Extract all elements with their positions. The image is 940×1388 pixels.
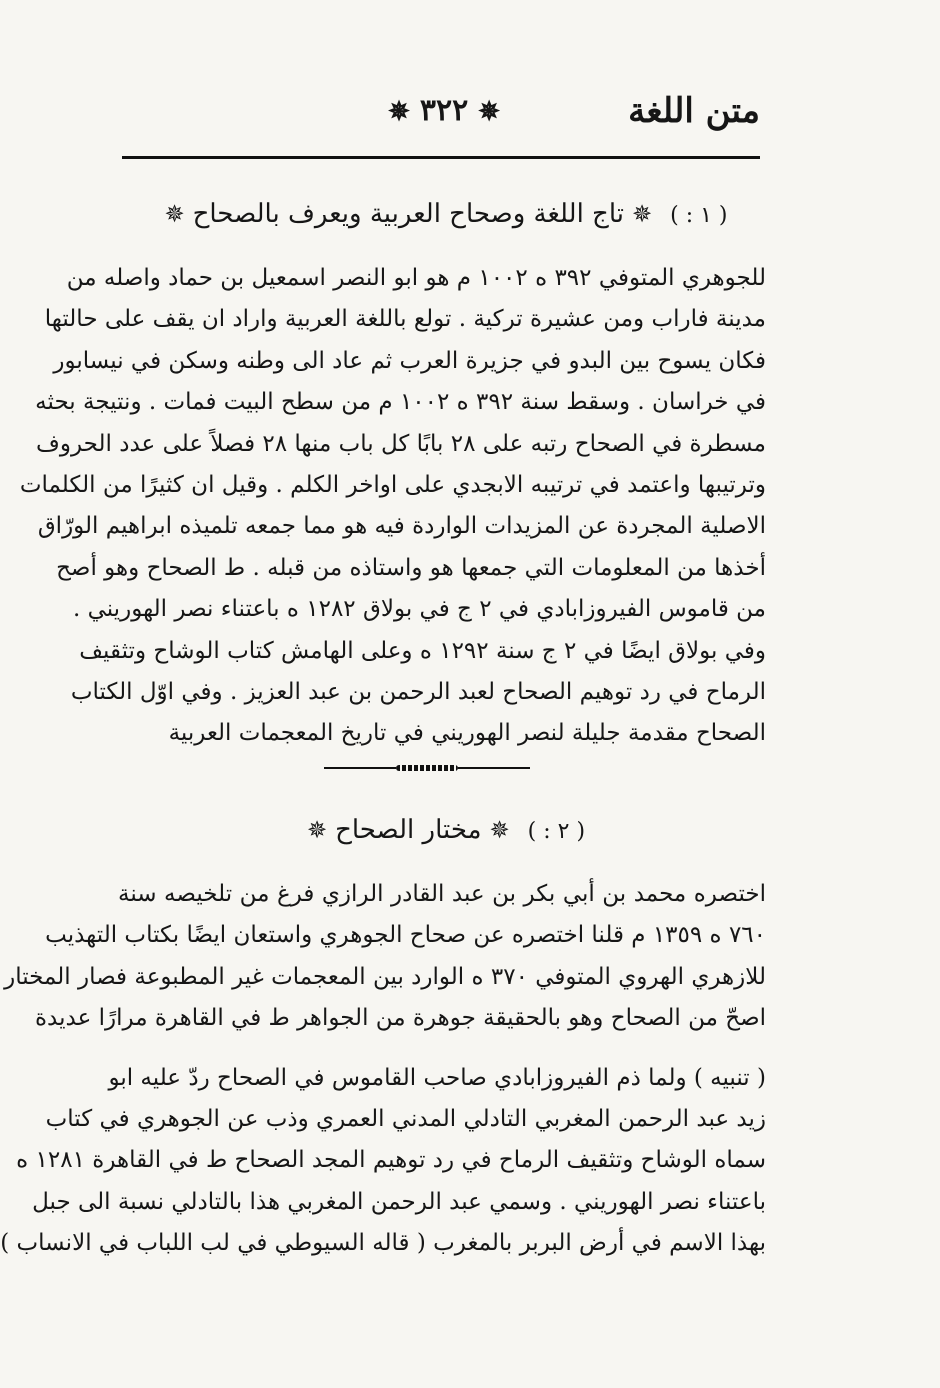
text-line: الصحاح مقدمة جليلة لنصر الهوريني في تاريخ المعجمات العربية (168, 720, 766, 747)
page-header (120, 86, 760, 146)
text-line: ٧٦٠ ه ١٣٥٩ م قلنا اختصره عن صحاح الجوهري واستعان ايضًا بكتاب التهذيب (45, 922, 766, 949)
note-paragraph (0, 1058, 766, 1265)
section-2 (0, 808, 766, 1265)
text-line: للجوهري المتوفي ٣٩٢ ه ١٠٠٢ م هو ابو النصر اسمعيل بن حماد واصله من (66, 265, 766, 291)
text-line: أخذها من المعلومات التي جمعها هو واستاذه من قبله . ط الصحاح وهو أصح (56, 554, 766, 581)
text-line: مدينة فاراب ومن عشيرة تركية . تولع باللغة العربية واراد ان يقف على حالتها (44, 306, 766, 333)
ornament-star-icon: ✵ (306, 816, 328, 844)
ornament-star-icon: ✵ (164, 200, 185, 228)
section-2-number: ( ٢ : ) (527, 819, 586, 844)
note-line: باعتناء نصر الهوريني . وسمي عبد الرحمن المغربي هذا بالتادلي نسبة الى جبل (32, 1188, 766, 1215)
text-line: وفي بولاق ايضًا في ٢ ج سنة ١٢٩٢ ه وعلى الهامش كتاب الوشاح وتثقيف (79, 637, 766, 664)
running-title: متن اللغة (628, 91, 760, 131)
section-2-title: مختار الصحاح (335, 815, 482, 845)
text-line: في خراسان . وسقط سنة ٣٩٢ ه ١٠٠٢ م من سطح البيت فمات . ونتيجة بحثه (35, 389, 766, 416)
text-line: فكان يسوح بين البدو في جزيرة العرب ثم عاد الى وطنه وسكن في نيسابور (53, 347, 766, 374)
text-line: للازهري الهروي المتوفي ٣٧٠ ه الوارد بين المعجمات غير المطبوعة فصار المختار (4, 963, 766, 990)
page-number: ٣٢٢ (419, 93, 469, 128)
text-line: الرماح في رد توهيم الصحاح لعبد الرحمن بن عبد العزيز . وفي اوّل الكتاب (70, 679, 766, 706)
note-line: بهذا الاسم في أرض البربر بالمغرب ( قاله السيوطي في لب اللباب في الانساب ) (0, 1230, 766, 1257)
section-1-number: ( ١ : ) (670, 203, 728, 228)
text-line: وترتيبها واعتمد في ترتيبه الابجدي على اواخر الكلم . وقيل ان كثيرًا من الكلمات (19, 472, 766, 499)
section-1-title: تاج اللغة وصحاح العربية ويعرف بالصحاح (192, 199, 625, 229)
page-number-group (378, 86, 510, 137)
text-line: اختصره محمد بن أبي بكر بن عبد القادر الرازي فرغ من تلخيصه سنة (118, 881, 766, 907)
header-rule (122, 156, 760, 159)
text-line: من قاموس الفيروزابادي في ٢ ج في بولاق ١٢٨٢ ه باعتناء نصر الهوريني . (72, 596, 766, 623)
text-line: مسطرة في الصحاح رتبه على ٢٨ بابًا كل باب منها ٢٨ فصلاً على عدد الحروف (36, 430, 766, 457)
ornament-star-icon: ✵ (632, 200, 653, 228)
section-1-heading (118, 192, 766, 238)
section-1 (19, 192, 766, 755)
ornament-star-icon: ✵ (388, 97, 410, 127)
text-line: اصحّ من الصحاح وهو بالحقيقة جوهرة من الجواهر ط في القاهرة مرارًا عديدة (35, 1005, 766, 1032)
ornament-star-icon: ✵ (489, 816, 510, 844)
note-line: زيد عبد الرحمن المغربي التادلي المدني العمري وذب عن الجوهري في كتاب (45, 1106, 766, 1133)
section-2-heading (118, 808, 766, 854)
note-line: ( تنبيه ) ولما ذم الفيروزابادي صاحب القاموس في الصحاح ردّ عليه ابو (108, 1064, 766, 1091)
note-line: سماه الوشاح وتثقيف الرماح في رد توهيم المجد الصحاح ط في القاهرة ١٢٨١ ه (16, 1147, 766, 1174)
section-divider (324, 765, 530, 771)
text-line: الاصلية المجردة عن المزيدات الواردة فيه هو مما جمعه تلميذه ابراهيم الورّاق (37, 513, 766, 540)
ornament-star-icon: ✵ (478, 97, 500, 127)
